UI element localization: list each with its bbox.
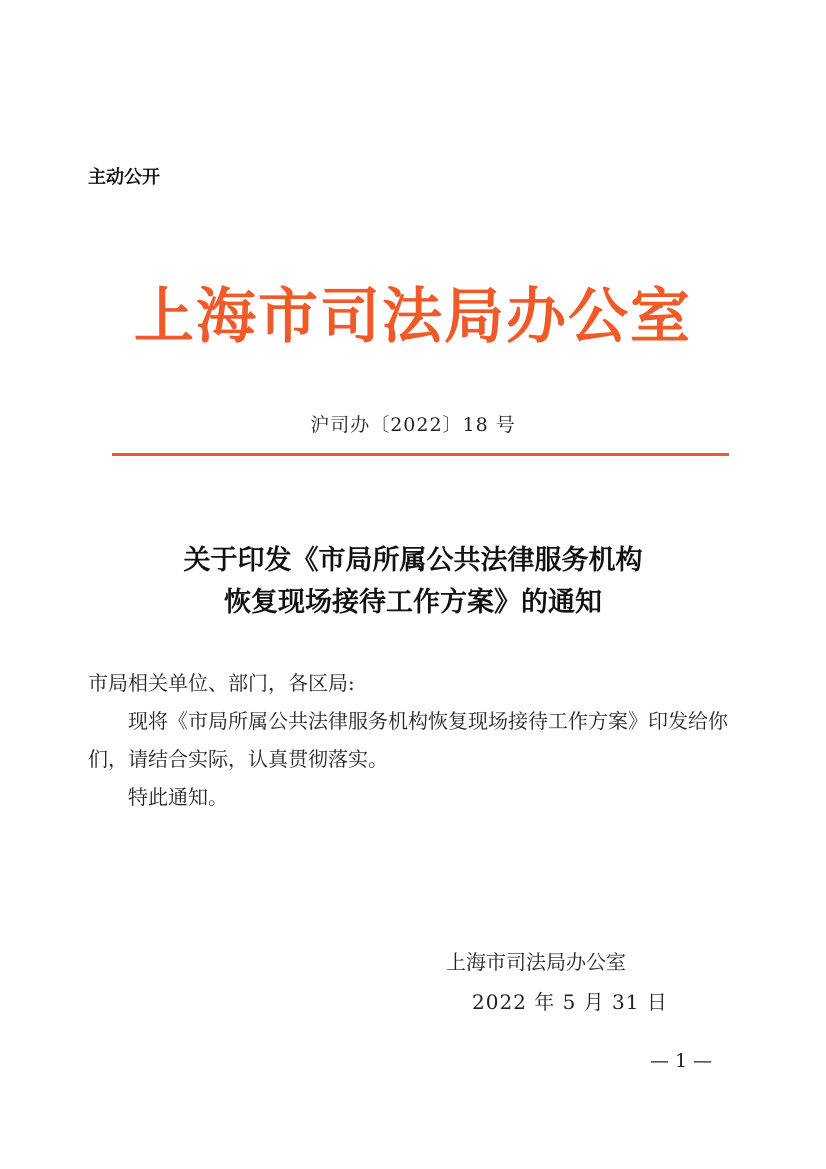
document-body — [88, 664, 740, 816]
title-line-1: 关于印发《市局所属公共法律服务机构 — [183, 545, 643, 576]
document-number: 沪司办〔2022〕18 号 — [310, 414, 516, 436]
signature-date: 2022 年 5 月 31 日 — [472, 990, 668, 1014]
salutation: 市局相关单位、部门，各区局: — [88, 671, 355, 695]
disclosure-label: 主动公开 — [88, 167, 160, 188]
red-divider-line — [112, 453, 729, 456]
body-paragraph: 现将《市局所属公共法律服务机构恢复现场接待工作方案》印发给你们，请结合实际，认真贯彻落实。 — [88, 709, 728, 771]
document-title — [0, 540, 826, 624]
masthead-title: 上海市司法局办公室 — [134, 282, 692, 352]
title-line-2: 恢复现场接待工作方案》的通知 — [224, 587, 602, 618]
closing-paragraph: 特此通知。 — [128, 785, 228, 809]
page-number: — 1 — — [650, 1050, 713, 1072]
signature-organization: 上海市司法局办公室 — [446, 950, 626, 974]
